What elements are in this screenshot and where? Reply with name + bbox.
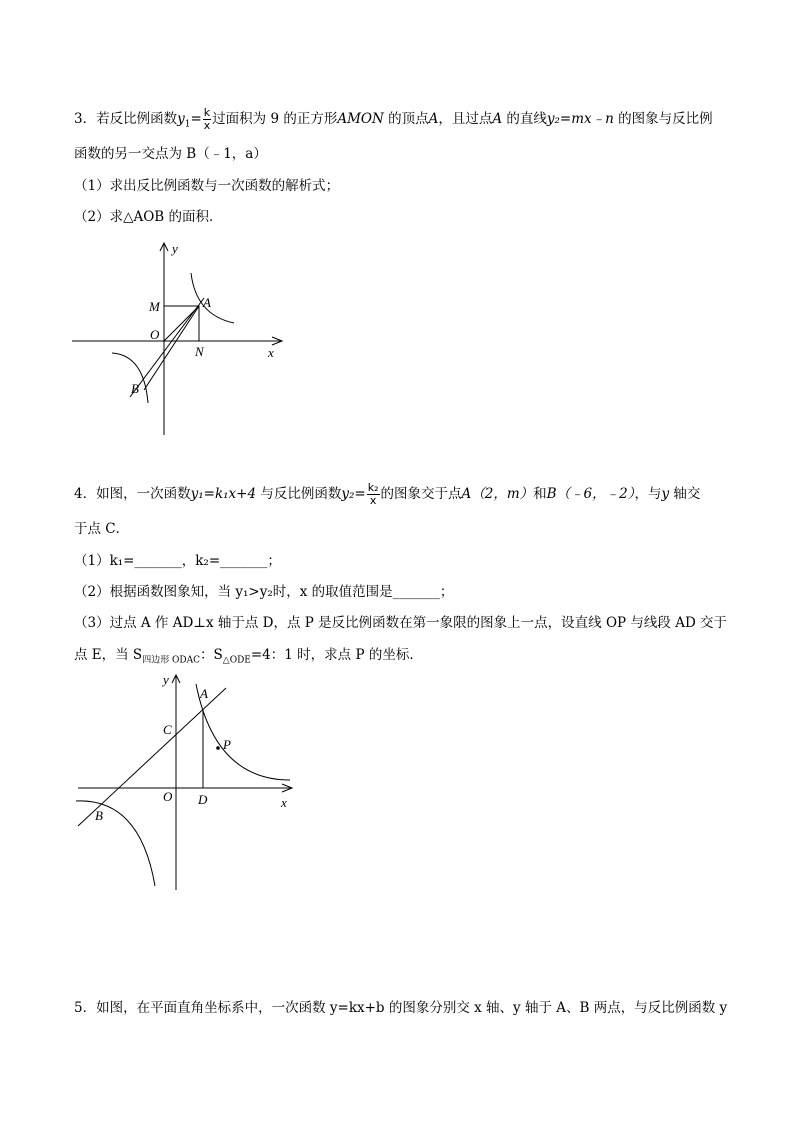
q3-label-B: B [131,381,139,396]
q3-line2: 函数的另一交点为 B（﹣1，a） [74,146,267,162]
q4-figure [70,670,300,895]
q3-part2: （2）求△AOB 的面积． [74,209,223,225]
q3-label-O: O [150,327,160,342]
q4-label-D: D [198,792,208,807]
q4-label-O: O [163,789,173,804]
q4-hyperbola-q3 [76,801,155,886]
q3-figure [60,235,300,440]
q4-label-x: x [281,795,287,810]
q3-line-AB [130,298,204,397]
q5-line1: 5．如图，在平面直角坐标系中，一次函数 y=kx+b 的图象分别交 x 轴、y 轴于 A、B 两点，与反比例函数 y [74,1000,728,1016]
q3-hyperbola-q3 [112,353,148,403]
q4-label-y: y [163,672,169,687]
q4-point-P [216,746,220,750]
q3-label-x: x [268,345,274,360]
q4-part1: （1）k₁=_______，k₂=_______； [74,553,281,569]
q4-part2: （2）根据函数图象知，当 y₁>y₂时，x 的取值范围是_______； [74,584,454,600]
q3-fraction: $\frac{k}{x}$ [203,106,211,132]
q4-line2: 于点 C． [74,521,130,537]
q3-part1: （1）求出反比例函数与一次函数的解析式； [74,178,340,194]
q3-line-OA [164,306,199,341]
q3-label-y: y [172,241,178,256]
q4-label-P: P [223,737,231,752]
q3-label-A: A [203,295,211,310]
q3-line1: 3．若反比例函数$y_1=$ $\frac{k}{x}$ 过面积为 9 的正方形AMON 的顶点A，且过点A 的直线y₂=mx﹣n 的图象与反比例 [74,106,713,132]
q4-label-C: C [163,722,172,737]
q4-part3-cont: 点 E，当 $S_{四边形 ODAC}$：$S_{\triangle ODE}=4$：1 时，求点 P 的坐标． [74,647,423,666]
q4-line1: 4．如图，一次函数y₁=k₁x+4 与反比例函数y₂= $\frac{\text{k₂}}{x}$ 的图象交于点A（2，m）和B（﹣6，﹣2），与y 轴交 [74,481,701,507]
q4-label-B: B [95,808,103,823]
q3-label-M: M [149,299,160,314]
q3-hyperbola-q1 [191,273,234,323]
q3-line-OB [144,306,199,390]
q3-label-N: N [195,344,204,359]
q4-hyperbola-q1 [196,684,290,780]
q4-label-A: A [200,686,208,701]
q4-part3: （3）过点 A 作 AD⊥x 轴于点 D，点 P 是反比例函数在第一象限的图象上一点，设直线 OP 与线段 AD 交于 [74,615,728,631]
q4-fraction: $\frac{\text{k₂}}{x}$ [367,481,379,507]
